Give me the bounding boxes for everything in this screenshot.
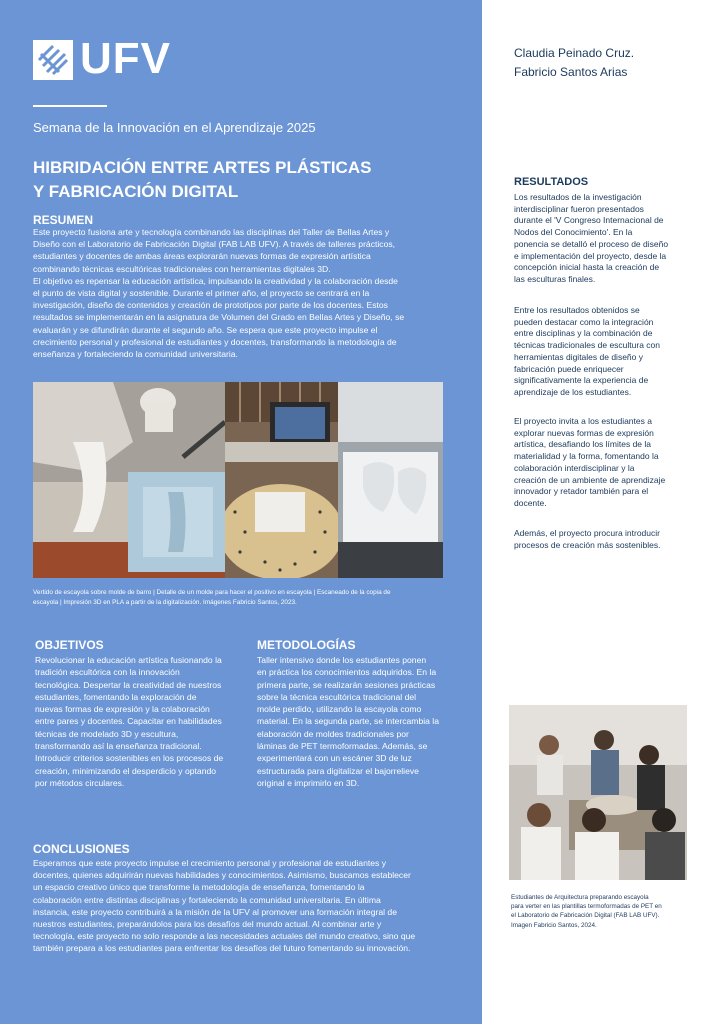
caption-line: Vertido de escayola sobre molde de barro | Detalle de un molde para hacer el positivo en escayola | Escaneado de la copia de <box>33 589 391 596</box>
text-line: tecnología, este proyecto no solo responde a las necesidades actuales del mundo creativo, sino que <box>33 931 416 942</box>
text-line: molde perdido, utilizando la escayola como <box>257 704 422 715</box>
text-line: también prepara a los estudiantes para enfrentar los desafíos del futuro fomentando su innovación. <box>33 943 411 954</box>
text-line: instancia, este proyecto contribuirá a la misión de la UFV al promover una formación integral de <box>33 906 397 917</box>
text-line: herramientas digitales de diseño y <box>514 351 643 362</box>
resultados-paragraph <box>514 305 694 399</box>
text-line: significativamente la experiencia de <box>514 375 649 386</box>
text-line: Revolucionar la educación artística fusionando la <box>35 655 222 665</box>
text-line: docente. <box>514 497 547 508</box>
caption-line: el Laboratorio de Fabricación Digital (FAB LAB UFV). <box>511 912 660 920</box>
text-line: Además, el proyecto procura introducir <box>514 528 660 538</box>
text-line: primera parte, se realizarán sesiones prácticas <box>257 679 436 690</box>
text-line: El objetivo es repensar la educación artística, impulsando la creatividad y la colaboración desde <box>33 275 398 286</box>
text-line: ponencia se detalló el proceso de diseño <box>514 238 669 249</box>
text-line: interdisciplinar fueron presentados <box>514 203 644 214</box>
caption-line: Estudiantes de Arquitectura preparando escayola <box>511 894 649 901</box>
text-line: láminas de PET termoformadas. Además, se <box>257 741 428 752</box>
text-line: estudiantes y docentes de ambas áreas explorarán nuevas formas de expresión artística <box>33 251 371 262</box>
resultados-heading: RESULTADOS <box>514 176 589 188</box>
text-line: por métodos circulares. <box>35 777 125 788</box>
text-line: colaboración interdisciplinar y la <box>514 462 635 473</box>
text-line: original e imprimirlo en 3D. <box>257 777 360 788</box>
logo-text: UFV <box>80 34 171 83</box>
text-line: innovador y retador también para el <box>514 486 649 497</box>
text-line: explorar nuevas formas de expresión <box>514 427 654 438</box>
text-line: entre disciplinas y la combinación de <box>514 328 653 339</box>
text-line: estructurada para digitalizar el bajorrelieve <box>257 765 419 776</box>
objetivos-text <box>35 654 250 789</box>
text-line: el punto de vista digital y sostenible. Durante el primer año, el proyecto se centrará en la <box>33 288 370 299</box>
text-line: Los resultados de la investigación <box>514 192 642 202</box>
text-line: El proyecto invita a los estudiantes a <box>514 416 652 426</box>
text-line: investigación, diseño de contenidos y creación de prototipos por parte de los docentes. Estos <box>33 300 388 311</box>
text-line: evaluarán y se difundirán durante el segundo año. Se espera que este proyecto impulse el <box>33 324 378 335</box>
text-line: tecnológica. Despertar la creatividad de nuestros <box>35 679 222 690</box>
text-line: resultados se implementarán en la asignatura de Volumen del Grado en Bellas Artes y Diseño, se <box>33 312 405 323</box>
text-line: un espacio creativo único que transforme la metodología de enseñanza, fomentando la <box>33 882 365 893</box>
text-line: creación, minimizando el desperdicio y optando <box>35 765 217 776</box>
text-line: las esculturas finales. <box>514 273 596 284</box>
text-line: tradición escultórica con la innovación <box>35 667 180 678</box>
metodologias-text <box>257 654 462 789</box>
resultados-paragraph <box>514 416 694 510</box>
resultados-paragraph <box>514 528 694 551</box>
header-rule <box>33 105 107 107</box>
text-line: Nodos del Conocimiento'. En la <box>514 227 633 238</box>
text-line: Este proyecto fusiona arte y tecnología combinando las disciplinas del Taller de Bellas Artes y <box>33 227 390 237</box>
ufv-logo-icon <box>33 40 73 80</box>
metodologias-heading: METODOLOGÍAS <box>257 638 356 652</box>
text-line: técnicas tradicionales de escultura con <box>514 340 660 351</box>
text-line: entre pares y docentes. Capacitar en habilidades <box>35 716 222 727</box>
text-line: durante el 'V Congreso Internacional de <box>514 215 664 226</box>
text-line: Entre los resultados obtenidos se <box>514 305 640 315</box>
text-line: transformando así la enseñanza tradicional. <box>35 741 202 752</box>
text-line: fabricación puede enriquecer <box>514 363 624 374</box>
authors <box>514 44 634 82</box>
text-line: Introducir criterios sostenibles en los procesos de <box>35 753 224 764</box>
right-photo-caption <box>511 893 706 930</box>
text-line: creación de un ambiente de aprendizaje <box>514 474 666 485</box>
author-name: Claudia Peinado Cruz. <box>514 46 635 60</box>
text-line: nuestros estudiantes, preparándolos para los desafíos del mundo actual. Al combinar arte y <box>33 919 382 930</box>
objetivos-heading: OBJETIVOS <box>35 638 104 652</box>
conclusiones-text <box>33 857 473 955</box>
title-line: HIBRIDACIÓN ENTRE ARTES PLÁSTICAS <box>33 158 372 177</box>
text-line: concepción inicial hasta la creación de <box>514 262 660 273</box>
author-name: Fabricio Santos Arias <box>514 65 628 79</box>
caption-line: escayola | Impresión 3D en PLA a partir de la digitalización. Imágenes Fabricio Santos, 2023. <box>33 599 297 606</box>
text-line: e implementación del proyecto, desde la <box>514 250 667 261</box>
text-line: enseñanza y fortaleciendo la comunidad universitaria. <box>33 349 238 360</box>
text-line: estudiantes, fomentando la exploración de <box>35 691 197 702</box>
text-line: sobre la técnica escultórica tradicional del <box>257 691 417 702</box>
resumen-text <box>33 226 473 360</box>
text-line: técnicas de modelado 3D y escultura, <box>35 728 179 739</box>
text-line: aprendizaje de los estudiantes. <box>514 386 632 397</box>
photo-caption <box>33 588 453 608</box>
caption-line: Imagen Fabricio Santos, 2024. <box>511 921 597 929</box>
text-line: docentes, quienes adquirirán nuevas habilidades y conocimientos. Asimismo, buscamos establecer <box>33 870 411 881</box>
text-line: Esperamos que este proyecto impulse el crecimiento personal y profesional de estudiantes y <box>33 858 387 868</box>
text-line: Taller intensivo donde los estudiantes ponen <box>257 655 427 665</box>
text-line: material. En la segunda parte, se intercambia la <box>257 716 440 727</box>
resumen-heading: RESUMEN <box>33 213 94 227</box>
text-line: combinando técnicas escultóricas tradicionales con herramientas digitales 3D. <box>33 263 331 274</box>
photo-3d-print <box>338 382 443 578</box>
text-line: experimentará con un escáner 3D de luz <box>257 753 412 764</box>
text-line: colaboración entre distintas disciplinas y fortaleciendo la comunidad universitaria. En última <box>33 894 381 905</box>
text-line: pueden destacar como la integración <box>514 316 654 327</box>
caption-line: para verter en las plantillas termoformadas de PET en <box>511 903 662 911</box>
resultados-paragraph <box>514 192 694 286</box>
text-line: procesos de creación más sostenibles. <box>514 539 661 550</box>
photo-students-workshop <box>509 705 687 880</box>
text-line: materialidad y la forma, fomentando la <box>514 451 659 462</box>
text-line: Diseño con el Laboratorio de Fabricación Digital (FAB LAB UFV). A través de talleres prácticos, <box>33 239 396 250</box>
conclusiones-heading: CONCLUSIONES <box>33 842 130 856</box>
text-line: en práctica los conocimientos adquiridos. En la <box>257 667 437 678</box>
text-line: elaboración de moldes tradicionales por <box>257 728 409 739</box>
event-title: Semana de la Innovación en el Aprendizaje 2025 <box>33 120 316 135</box>
photo-3d-scan <box>225 382 338 578</box>
text-line: crecimiento personal y profesional de estudiantes y docentes, transformando la metodología de <box>33 336 397 347</box>
text-line: nuevas formas de expresión y la colaboración <box>35 704 210 715</box>
title-line: Y FABRICACIÓN DIGITAL <box>33 182 239 201</box>
poster-title <box>33 156 371 204</box>
text-line: artística, desafiando los límites de la <box>514 439 652 450</box>
photo-plaster-pour <box>33 382 225 578</box>
